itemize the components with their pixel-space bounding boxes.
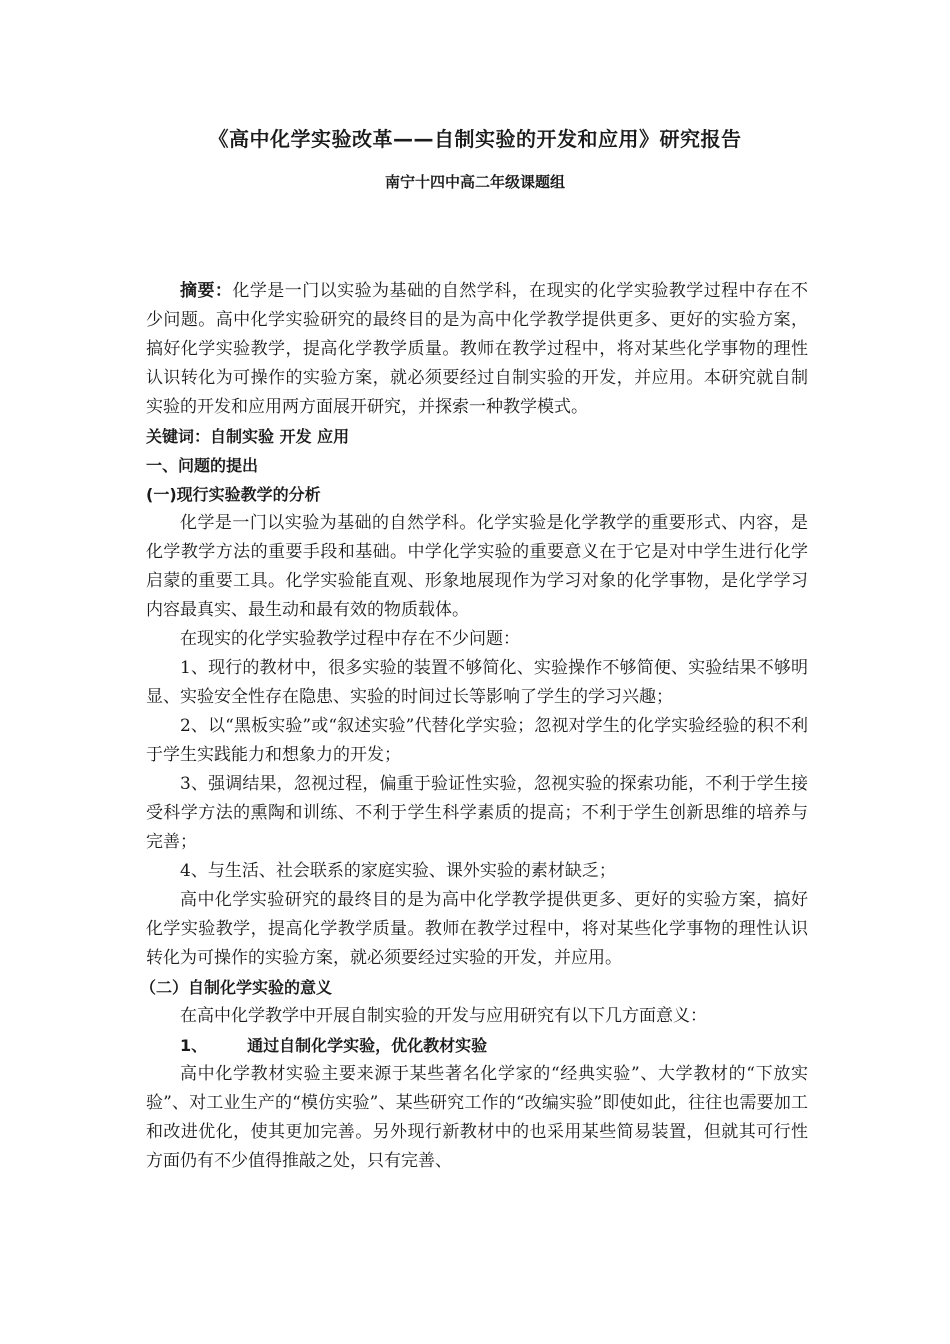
- keywords: 关键词：自制实验 开发 应用: [146, 427, 350, 446]
- paragraph: 高中化学实验研究的最终目的是为高中化学教学提供更多、更好的实验方案，搞好化学实验教学，提高化学教学质量。教师在教学过程中，将对某些化学事物的理性认识转化为可操作的实验方案，就必须要经过实验的开发，并应用。: [146, 890, 808, 968]
- list-item: 2、以“黑板实验”或“叙述实验”代替化学实验；忽视对学生的化学实验经验的积不利于学生实践能力和想象力的开发；: [146, 716, 808, 765]
- list-item: 1、现行的教材中，很多实验的装置不够简化、实验操作不够简便、实验结果不够明显、实验安全性存在隐患、实验的时间过长等影响了学生的学习兴趣；: [146, 658, 808, 707]
- list-item: 4、与生活、社会联系的家庭实验、课外实验的素材缺乏；: [180, 861, 616, 881]
- document-author: 南宁十四中高二年级课题组: [384, 173, 565, 191]
- abstract-paragraph: [146, 277, 808, 422]
- paragraph: 化学是一门以实验为基础的自然学科。化学实验是化学教学的重要形式、内容，是化学教学方法的重要手段和基础。中学化学实验的重要意义在于它是对中学生进行化学启蒙的重要工具。化学实验能直观、形象地展现作为学习对象的化学事物，是化学学习内容最真实、最生动和最有效的物质载体。: [146, 513, 808, 620]
- document-title: 《高中化学实验改革——自制实验的开发和应用》研究报告: [208, 127, 742, 151]
- abstract-text: 化学是一门以实验为基础的自然学科，在现实的化学实验教学过程中存在不少问题。高中化学实验研究的最终目的是为高中化学教学提供更多、更好的实验方案，搞好化学实验教学，提高化学教学质量。教师在教学过程中，将对某些化学事物的理性认识转化为可操作的实验方案，就必须要经过自制实验的开发，并应用。本研究就自制实验的开发和应用两方面展开研究，并探索一种教学模式。: [146, 281, 809, 417]
- point-title: 通过自制化学实验，优化教材实验: [247, 1036, 488, 1055]
- list-item: 3、强调结果，忽视过程，偏重于验证性实验，忽视实验的探索功能，不利于学生接受科学方法的熏陶和训练、不利于学生科学素质的提高；不利于学生创新思维的培养与完善；: [146, 774, 808, 852]
- paragraph: 在高中化学教学中开展自制实验的开发与应用研究有以下几方面意义：: [180, 1006, 707, 1026]
- paragraph: 高中化学教材实验主要来源于某些著名化学家的“经典实验”、大学教材的“下放实验”、对工业生产的“模仿实验”、某些研究工作的“改编实验”即使如此，往往也需要加工和改进优化，使其更加完善。另外现行新教材中的也采用某些简易装置，但就其可行性方面仍有不少值得推敲之处，只有完善、: [146, 1064, 808, 1171]
- paragraph: 在现实的化学实验教学过程中存在不少问题：: [180, 629, 520, 649]
- section-heading-1: 一、问题的提出: [146, 456, 259, 475]
- abstract-label: 摘要：: [180, 281, 233, 301]
- point-heading-1: [146, 1031, 808, 1060]
- subsection-heading-1: (一)现行实验教学的分析: [146, 485, 321, 504]
- point-number: 1、: [180, 1036, 208, 1055]
- subsection-heading-2: （二）自制化学实验的意义: [140, 978, 333, 997]
- document-body: [140, 277, 809, 1176]
